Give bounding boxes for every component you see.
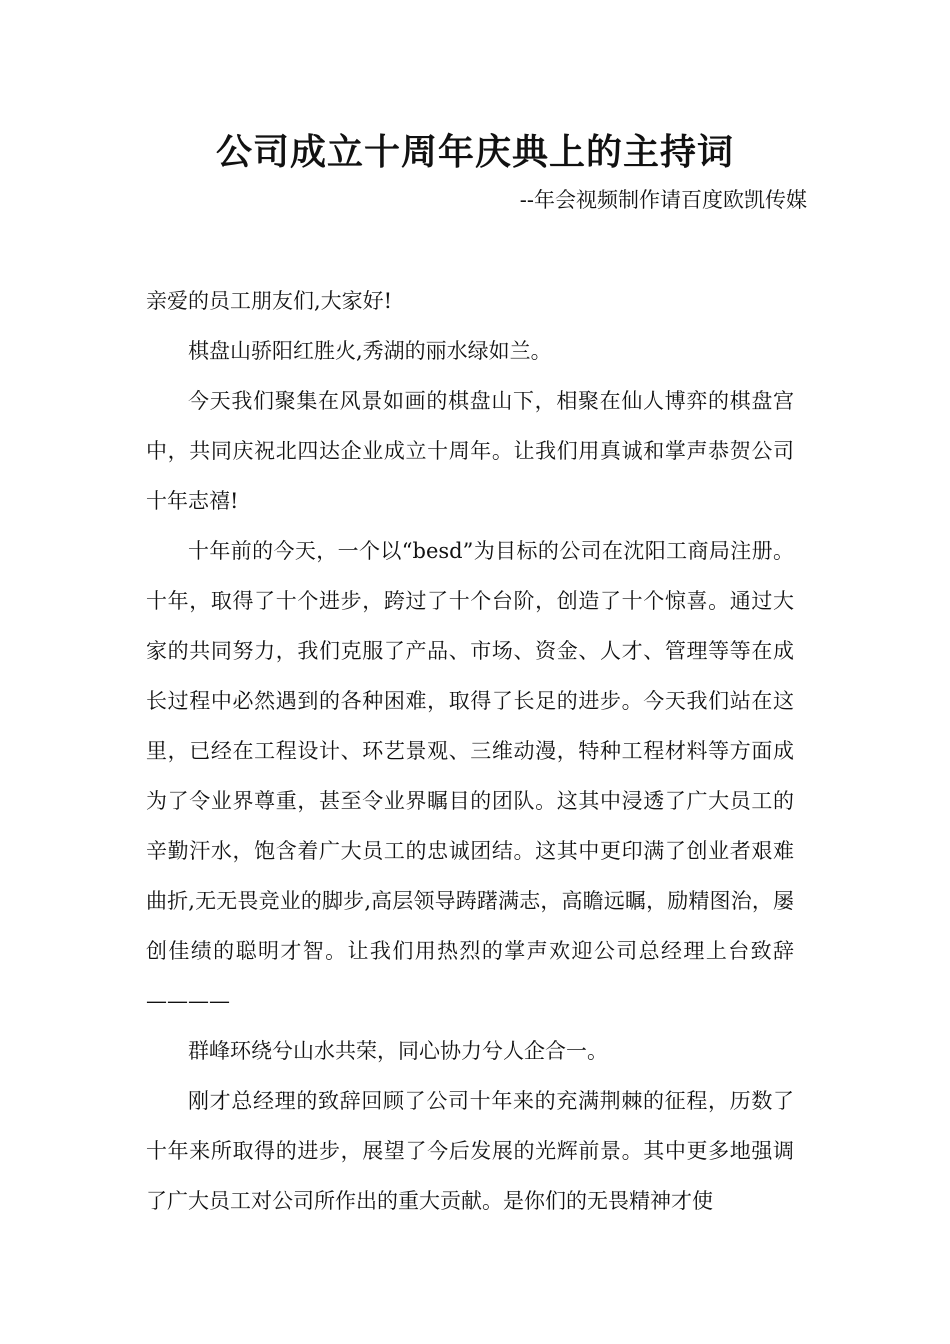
celebration-paragraph: 今天我们聚集在风景如画的棋盘山下，相聚在仙人博弈的棋盘宫中，共同庆祝北四达企业成立十周年。让我们用真诚和掌声恭贺公司十年志禧!	[146, 389, 794, 513]
couplet-paragraph: 棋盘山骄阳红胜火,秀湖的丽水绿如兰。	[188, 339, 552, 363]
greeting-paragraph: 亲爱的员工朋友们,大家好!	[146, 289, 393, 313]
document-body	[146, 276, 794, 1226]
history-paragraph: 十年前的今天，一个以“besd”为目标的公司在沈阳工商局注册。十年，取得了十个进步，跨过了十个台阶，创造了十个惊喜。通过大家的共同努力，我们克服了产品、市场、资金、人才、管理等等在成长过程中必然遇到的各种困难，取得了长足的进步。今天我们站在这里，已经在工程设计、环艺景观、三维动漫，特种工程材料等方面成为了令业界尊重，甚至令业界瞩目的团队。这其中浸透了广大员工的辛勤汗水，饱含着广大员工的忠诚团结。这其中更印满了创业者艰难曲折,无无畏竞业的脚步,高层领导踌躇满志，高瞻远瞩，励精图治，屡创佳绩的聪明才智。让我们用热烈的掌声欢迎公司总经理上台致辞————	[146, 539, 794, 1013]
document-title: 公司成立十周年庆典上的主持词	[215, 131, 734, 173]
review-paragraph: 刚才总经理的致辞回顾了公司十年来的充满荆棘的征程，历数了十年来所取得的进步，展望了今后发展的光辉前景。其中更多地强调了广大员工对公司所作出的重大贡献。是你们的无畏精神才使	[146, 1089, 794, 1213]
document-subtitle: --年会视频制作请百度欧凯传媒	[519, 188, 807, 212]
unity-paragraph: 群峰环绕兮山水共荣，同心协力兮人企合一。	[188, 1039, 608, 1063]
